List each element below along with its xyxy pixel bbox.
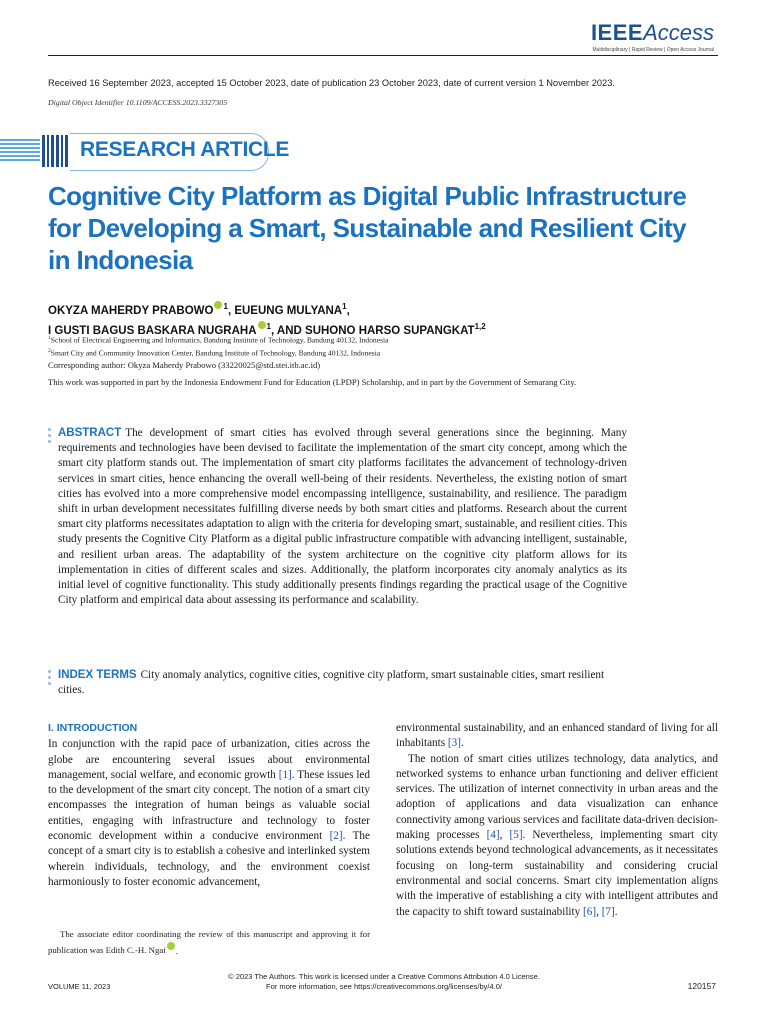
logo-access: Access — [643, 20, 714, 45]
column-left — [48, 721, 370, 890]
author-separator: , — [346, 304, 350, 317]
paragraph-text: . Nevertheless, implementing smart city solutions extends beyond technological advancements, as it necessitates focusing on long-term sustainability and considering crucial environmental and social concerns. Smart city implementation aligns with the imperative of establishing a city with intelligent attributes and the capacity to shift toward sustainability — [396, 829, 718, 918]
footnote-text: The associate editor coordinating the review of this manuscript and approving it for publication was Edith C.-H. Ngai — [48, 929, 370, 956]
funding-note: This work was supported in part by the Indonesia Endowment Fund for Education (LPDP) Scholarship, and in part by the Government of Semarang City. — [48, 377, 577, 387]
logo-ieee: IEEE — [590, 20, 644, 45]
paper-title: Cognitive City Platform as Digital Public Infrastructure for Developing a Smart, Sustainable and Resilient City in Indonesia — [48, 181, 687, 275]
paragraph-text: . — [460, 737, 464, 750]
doi[interactable]: Digital Object Identifier 10.1109/ACCESS.2023.3327305 — [48, 98, 228, 107]
author-affil-sup: 1 — [223, 302, 228, 311]
author-affil-sup: 1 — [266, 321, 271, 331]
paragraph-text: . — [614, 905, 618, 918]
citation-link[interactable]: [6] — [583, 905, 597, 918]
page-number: 120157 — [687, 981, 716, 991]
paragraph-text: The notion of smart cities utilizes technology, data analytics, and networked systems to enhance urban functioning and deliver efficient services. The utilization of internet connectivity in urban areas and the adoption of applications and data visualization can enhance connectivity among various services and facilitate data-driven decision-making processes — [396, 752, 718, 842]
paragraph — [396, 721, 718, 752]
volume-label: VOLUME 11, 2023 — [48, 982, 111, 991]
affiliation-sup: 1 — [48, 335, 51, 341]
author-name: OKYZA MAHERDY PRABOWO — [48, 304, 214, 317]
affiliation-text: Smart City and Community Innovation Center, Bandung Institute of Technology, Bandung 40132, Indonesia — [50, 348, 381, 358]
abstract-label: ABSTRACT — [58, 427, 122, 439]
banner-bars — [42, 135, 68, 167]
abstract-marker — [48, 428, 52, 446]
author-name: , AND SUHONO HARSO SUPANGKAT — [270, 324, 475, 337]
citation-separator: , — [596, 905, 602, 918]
citation-separator: , — [499, 829, 510, 842]
footnote-end: . — [175, 945, 178, 956]
author-name: I GUSTI BAGUS BASKARA NUGRAHA — [48, 324, 257, 337]
affiliation-text: School of Electrical Engineering and Informatics, Bandung Institute of Technology, Bandung 40132, Indonesia — [50, 335, 389, 345]
orcid-icon[interactable] — [258, 321, 266, 329]
affiliations — [48, 333, 388, 358]
article-type: RESEARCH ARTICLE — [80, 138, 290, 161]
received-dates: Received 16 September 2023, accepted 15 October 2023, date of publication 23 October 2023, date of current version 1 November 2023. — [48, 78, 615, 88]
license-footer — [0, 972, 768, 991]
citation-link[interactable]: [7] — [601, 905, 615, 918]
journal-logo — [591, 22, 714, 53]
author-name: , EUEUNG MULYANA — [227, 304, 343, 317]
paragraph-text: environmental sustainability, and an enhanced standard of living for all inhabitants — [396, 722, 718, 750]
author-affil-sup: 1 — [342, 302, 347, 311]
paragraph — [396, 752, 718, 920]
index-terms-marker — [48, 670, 52, 688]
affiliation-sup: 2 — [48, 347, 51, 354]
index-terms — [58, 668, 627, 698]
banner-stripes — [0, 139, 40, 163]
abstract — [58, 426, 627, 608]
index-terms-label: INDEX TERMS — [58, 669, 137, 681]
license-text: © 2023 The Authors. This work is licensed under a Creative Commons Attribution 4.0 License. — [228, 972, 540, 981]
paragraph — [48, 737, 370, 890]
editor-footnote — [48, 928, 370, 958]
author-affil-sup: 1,2 — [474, 321, 486, 331]
section-heading: I. INTRODUCTION — [48, 722, 138, 734]
abstract-text: The development of smart cities has evolved through several generations since the beginning. Many requirements and technologies have been devised to facilitate the implementation of the smart city concept, among which the smart city platform stands out. The implementation of smart city platforms facilitates the advancement of technology-driven services in smart cities, hence enhancing the overall well-being of their residents. Nevertheless, the existing notion of smart cities has evolved into a more comprehensive model encompassing intelligence, sustainability, and resilience. The paradigm shift in urban development necessitates fulfilling diverse needs by both smart cities and platforms. Research about the current smart city platforms necessitates adaptation to align with the criteria for developing smart, sustainable, and resilient cities. This study presents the Cognitive City Platform as a digital public infrastructure compatible with advancing intelligent, sustainable, and resilient urban areas. The adaptability of the system architecture on the cognitive city platform allows for its implementation in cities of different scales and sizes. Additionally, the platform incorporates city anomaly analytics as its initial level of cognitive functionality. This study additionally presents findings regarding the practical usage of the Cognitive City platform and empirical data about assessing its performance and scalability. — [58, 427, 627, 607]
article-type-banner — [0, 133, 290, 171]
affiliation — [48, 346, 388, 359]
affiliation — [48, 333, 388, 346]
column-right — [396, 721, 718, 920]
paragraph-text: In conjunction with the rapid pace of urbanization, cities across the globe are encountering several issues about environmental management, social welfare, and economic growth — [48, 738, 370, 781]
citation-link[interactable]: [3] — [447, 737, 461, 750]
index-terms-text: City anomaly analytics, cognitive cities, cognitive city platform, smart sustainable cities, smart resilient cities. — [58, 669, 605, 697]
header-rule — [48, 55, 718, 56]
citation-link[interactable]: [5] — [509, 829, 523, 842]
paragraph-text: . These issues led to the development of the smart city concept. The notion of a smart city encompasses the integration of human beings as valuable social entities, engaging with infrastructure and technology to foster economic development within a conducive environment — [48, 768, 370, 843]
paragraph-text: . The concept of a smart city is to establish a cohesive and interlinked system wherein individuals, technology, and the environment coexist harmoniously to foster economic advancement, — [48, 830, 370, 888]
citation-link[interactable]: [1] — [278, 768, 292, 781]
orcid-icon[interactable] — [214, 301, 222, 309]
citation-link[interactable]: [4] — [486, 829, 500, 842]
citation-link[interactable]: [2] — [329, 830, 343, 843]
orcid-icon[interactable] — [167, 942, 175, 950]
logo-tagline: Multidisciplinary | Rapid Review | Open Access Journal — [592, 47, 714, 53]
license-link[interactable]: For more information, see https://creativecommons.org/licenses/by/4.0/ — [266, 981, 502, 991]
corresponding-author: Corresponding author: Okyza Maherdy Prabowo (33220025@std.stei.itb.ac.id) — [48, 360, 321, 370]
